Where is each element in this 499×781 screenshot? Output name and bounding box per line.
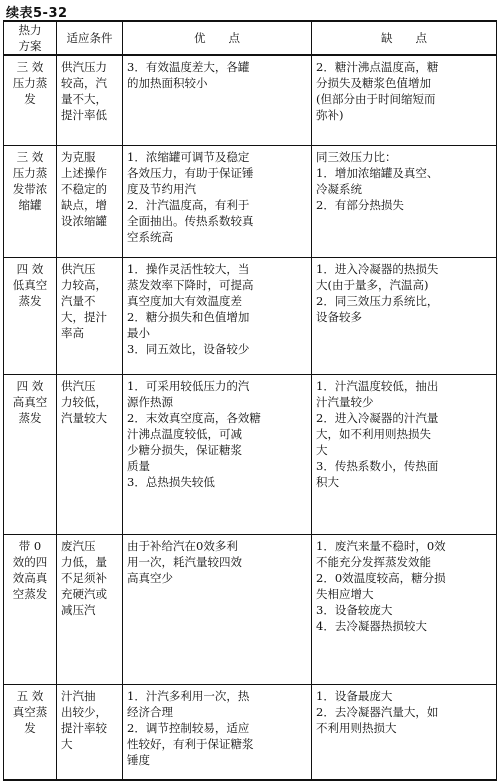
cell-condition [57,534,123,684]
advantages-line: 2．糖分损失和色值增加 [127,309,250,324]
advantages-line: 源作热源 [127,394,173,409]
advantages-line: 经济合理 [127,704,173,719]
scheme-line: 四 效 [16,378,44,393]
advantages-line: 由于补给汽在0效多利 [127,538,238,553]
disadvantages-line: 1．废汽来量不稳时，0效 [316,538,446,553]
disadvantages-line: 2．0效温度较高，糖分损 [316,570,446,585]
disadvantages-line: 同三效压力比： [316,149,397,164]
advantages-line: 度及节约用汽 [127,181,196,196]
disadvantages-line: 3．传热系数小，传热面 [316,458,439,473]
disadvantages-line: 不利用则热损大 [316,720,397,735]
disadvantages-line: 失相应增大 [316,586,374,601]
advantages-line: 少糖分损失，保证糖浆 [127,442,242,457]
condition-line: 供汽压 [61,378,96,393]
header-disadvantages: 缺 点 [312,21,497,55]
scheme-line: 效高真 [12,570,48,585]
disadvantages-line: 1．增加浓缩罐及真空、 [316,165,439,180]
advantages-line: 1．操作灵活性较大，当 [127,261,250,276]
comparison-table [3,20,497,781]
header-advantages: 优 点 [123,21,312,55]
condition-line: 力低，量 [61,554,107,569]
advantages-line: 真空度加大有效温度差 [127,293,242,308]
scheme-line: 高真空 [12,394,48,409]
advantages-line: 1．浓缩罐可调节及稳定 [127,149,250,164]
condition-line: 提汁率较 [61,720,107,735]
cell-scheme [4,684,57,780]
disadvantages-line: 2．去冷凝器汽量大，如 [316,704,439,719]
advantages-line: 2．汁汽温度高，有利于 [127,197,250,212]
table-row [4,684,497,780]
disadvantages-line: 1．设备最庞大 [316,688,393,703]
disadvantages-line: 大(由于量多，汽温高) [316,277,429,292]
cell-disadvantages [312,257,497,374]
cell-advantages [123,257,312,374]
scheme-line: 四 效 [16,261,44,276]
scheme-line: 效的四 [12,554,48,569]
scheme-line: 发带浓 [12,181,48,196]
condition-line: 供汽压力 [61,60,107,74]
cell-condition [57,374,123,534]
condition-line: 大，提汁 [61,309,107,324]
scheme-line: 低真空 [12,277,48,292]
condition-line: 出较少， [61,704,107,719]
condition-line: 汽量不 [61,293,96,308]
condition-line: 力较高， [61,277,107,292]
cell-advantages [123,55,312,145]
advantages-line: 汁沸点温度较低，可减 [127,426,242,441]
cell-scheme [4,55,57,145]
scheme-line: 蒸发 [18,293,42,308]
condition-line: 缺点，增 [61,197,107,212]
advantages-line: 2．调节控制较易，适应 [127,720,250,735]
advantages-line: 蒸发效率下降时，可提高 [127,277,254,292]
cell-scheme [4,145,57,257]
advantages-line: 的加热面积较小 [127,76,208,90]
advantages-line: 空系统高 [127,229,173,244]
condition-line: 上述操作 [61,165,107,180]
condition-line: 减压汽 [61,602,96,617]
condition-line: 提汁率低 [61,108,107,122]
advantages-line: 高真空少 [127,570,173,585]
cell-scheme [4,374,57,534]
condition-line: 为克服 [61,149,96,164]
table-row [4,257,497,374]
advantages-line: 锤度 [127,752,150,767]
table-caption: 续表5-32 [6,6,68,21]
table-row [4,145,497,257]
disadvantages-line: 设备较多 [316,309,362,324]
table-row [4,55,497,145]
condition-line: 不足须补 [61,570,107,585]
header-condition: 适应条件 [57,21,123,55]
table-row [4,534,497,684]
table-header-row [4,21,497,55]
cell-condition [57,145,123,257]
advantages-line: 质量 [127,458,150,473]
advantages-line: 全面抽出。传热系数较真 [127,213,254,228]
cell-disadvantages [312,374,497,534]
table-row [4,374,497,534]
scheme-line: 三 效 [16,149,44,164]
disadvantages-line: 冷凝系统 [316,181,362,196]
disadvantages-line: 1．汁汽温度较低，抽出 [316,378,439,393]
advantages-line: 性较好，有利于保证糖浆 [127,736,254,751]
disadvantages-line: 分损失及糖浆色值增加 [316,76,431,90]
disadvantages-line: 2．糖汁沸点温度高，糖 [316,60,439,74]
condition-line: 不稳定的 [61,181,107,196]
condition-line: 量不大， [61,92,107,106]
cell-disadvantages [312,55,497,145]
disadvantages-line: (但部分由于时间缩短而 [316,92,436,106]
cell-advantages [123,684,312,780]
disadvantages-line: 2．同三效压力系统比， [316,293,439,308]
cell-scheme [4,257,57,374]
cell-condition [57,684,123,780]
cell-disadvantages [312,534,497,684]
scheme-line: 发 [24,720,36,735]
condition-line: 废汽压 [61,538,96,553]
advantages-line: 用一次，耗汽量较四效 [127,554,242,569]
header-scheme: 热力 方案 [4,21,57,55]
advantages-line: 3．同五效比，设备较少 [127,341,250,356]
condition-line: 较高，汽 [61,76,107,90]
scheme-line: 三 效 [16,60,44,74]
disadvantages-line: 不能充分发挥蒸发效能 [316,554,431,569]
scheme-line: 压力蒸 [12,76,48,90]
scheme-line: 缩罐 [18,197,42,212]
disadvantages-line: 4．去冷凝器热损较大 [316,618,427,633]
cell-disadvantages [312,684,497,780]
scheme-line: 发 [24,92,36,106]
scheme-line: 五 效 [16,688,44,703]
condition-line: 设浓缩罐 [61,213,107,228]
condition-line: 力较低， [61,394,107,409]
condition-line: 大 [61,736,73,751]
disadvantages-line: 1．进入冷凝器的热损失 [316,261,439,276]
advantages-line: 最小 [127,325,150,340]
cell-disadvantages [312,145,497,257]
cell-advantages [123,534,312,684]
scheme-line: 压力蒸 [12,165,48,180]
scheme-line: 蒸发 [18,410,42,425]
cell-advantages [123,374,312,534]
disadvantages-line: 弥补) [316,108,344,122]
advantages-line: 2．末效真空度高，各效糖 [127,410,261,425]
cell-advantages [123,145,312,257]
advantages-line: 3．总热损失较低 [127,474,215,489]
disadvantages-line: 汁汽量较少 [316,394,374,409]
disadvantages-line: 大，如不利用则热损失 [316,426,431,441]
scheme-line: 带 0 [18,538,42,553]
scheme-line: 空蒸发 [12,586,48,601]
disadvantages-line: 大 [316,442,328,457]
disadvantages-line: 2．进入冷凝器的汁汽量 [316,410,439,425]
advantages-line: 3．有效温度差大，各罐 [127,60,250,74]
advantages-line: 1．汁汽多利用一次，热 [127,688,250,703]
cell-scheme [4,534,57,684]
disadvantages-line: 积大 [316,474,339,489]
cell-condition [57,257,123,374]
scheme-line: 真空蒸 [12,704,48,719]
condition-line: 率高 [61,325,84,340]
advantages-line: 1．可采用较低压力的汽 [127,378,250,393]
advantages-line: 各效压力，有助于保证锤 [127,165,254,180]
condition-line: 汽量较大 [61,410,107,425]
condition-line: 充硬汽或 [61,586,107,601]
condition-line: 汁汽抽 [61,688,96,703]
cell-condition [57,55,123,145]
disadvantages-line: 2．有部分热损失 [316,197,404,212]
disadvantages-line: 3．设备较庞大 [316,602,393,617]
condition-line: 供汽压 [61,261,96,276]
